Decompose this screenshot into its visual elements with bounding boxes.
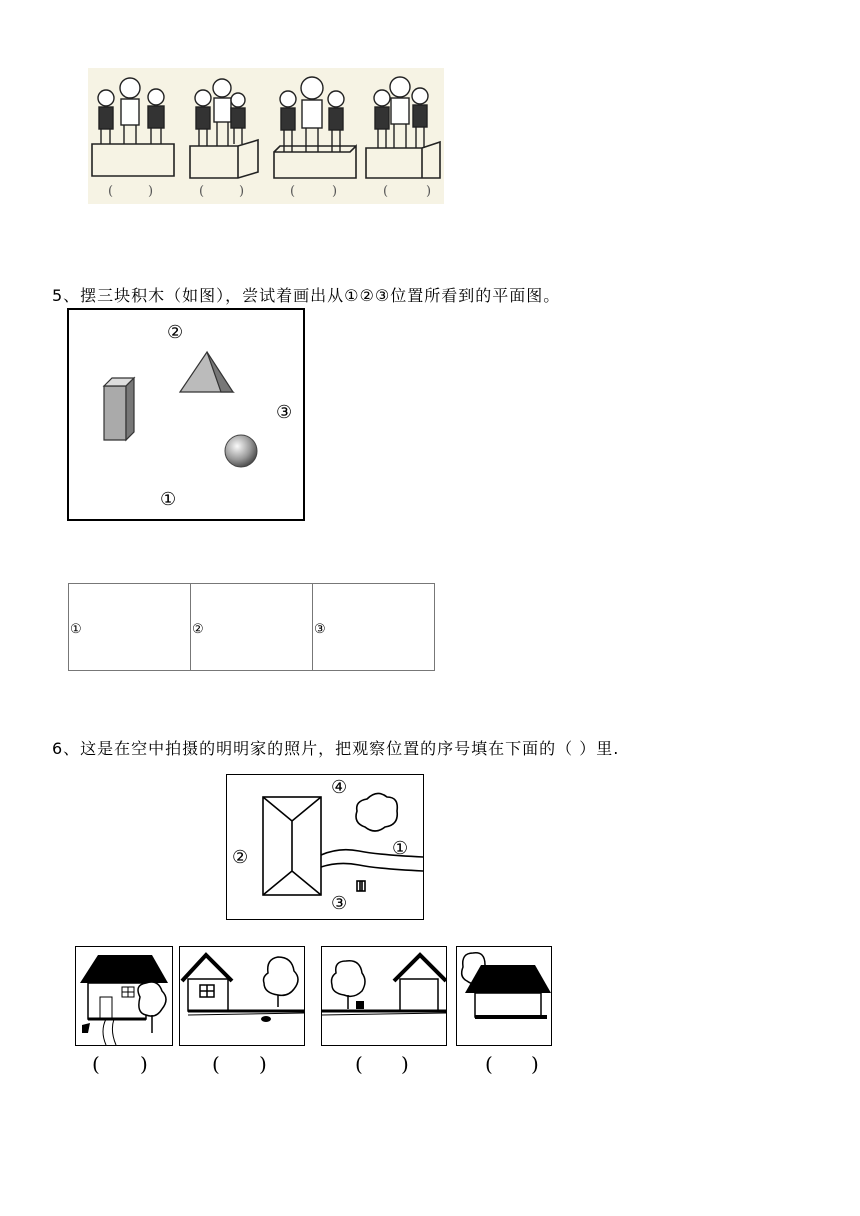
view-3-blank-close: ) [401,1052,409,1076]
answer-cell-3[interactable] [313,584,435,671]
answer-cell-2[interactable] [191,584,313,671]
question-6-title: 6、这是在空中拍摄的明明家的照片，把观察位置的序号填在下面的（ ）里. [52,739,620,758]
position-2-label: ② [167,322,184,343]
question-5-title: 5、摆三块积木（如图），尝试着画出从①②③位置所看到的平面图。 [52,286,561,305]
answer-table [68,583,435,671]
cuboid-block [104,378,134,440]
position-3-label: ③ [276,402,293,423]
blank-4-close: ) [426,184,432,199]
view-3-blank-open: ( [355,1052,363,1076]
triangle-prism-block [180,352,233,392]
view-1-blank-open: ( [92,1052,100,1076]
view-picture-2 [179,946,305,1046]
answer-cell-3-label: ③ [314,621,326,637]
children-drawing [88,68,444,204]
blocks-figure [67,308,305,521]
aerial-house-figure [226,774,424,920]
answer-cell-1-label: ① [70,621,82,637]
aerial-position-1: ① [392,838,409,859]
blank-2-close: ) [239,184,245,199]
aerial-position-4: ④ [331,777,348,798]
view-picture-4 [456,946,552,1046]
view-2-blank-close: ) [259,1052,267,1076]
blocks-drawing [69,310,303,519]
view-1-blank-close: ) [140,1052,148,1076]
children-on-blocks-figure [88,68,444,204]
blank-3-open: ( [290,184,296,199]
position-1-label: ① [160,489,177,510]
blank-3-close: ) [332,184,338,199]
view-picture-3 [321,946,447,1046]
blank-4-open: ( [383,184,389,199]
view-2-blank-open: ( [212,1052,220,1076]
aerial-position-2: ② [232,847,249,868]
view-4-blank-open: ( [485,1052,493,1076]
ball-block [225,435,257,467]
aerial-position-3: ③ [331,893,348,914]
answer-cell-1[interactable] [69,584,191,671]
view-picture-1 [75,946,173,1046]
blank-2-open: ( [199,184,205,199]
view-4-blank-close: ) [531,1052,539,1076]
answer-cell-2-label: ② [192,621,204,637]
blank-1-close: ) [148,184,154,199]
blank-1-open: ( [108,184,114,199]
